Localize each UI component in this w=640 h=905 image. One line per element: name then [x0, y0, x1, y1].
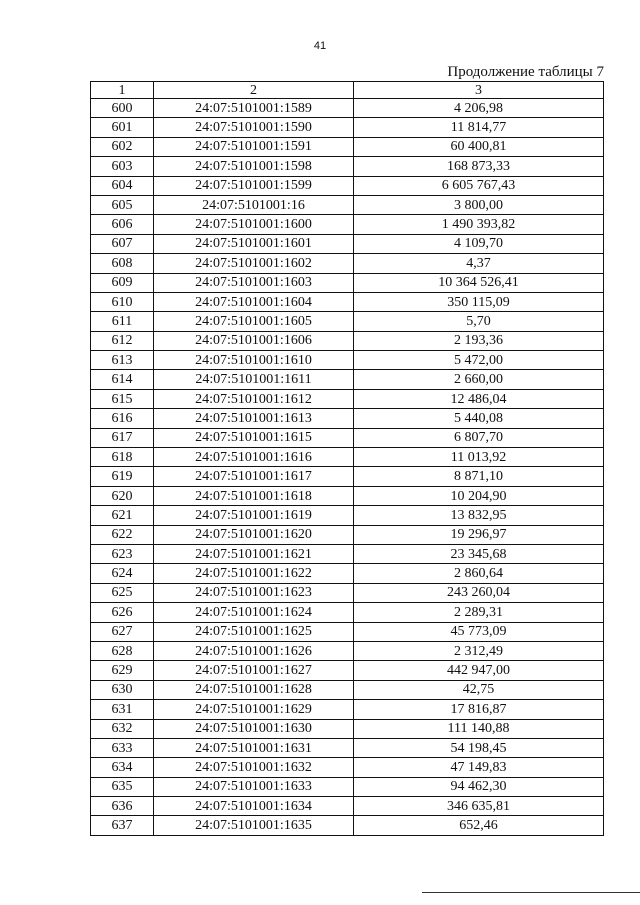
row-number-cell: 627: [91, 622, 154, 641]
row-number-cell: 617: [91, 428, 154, 447]
cadastral-number-cell: 24:07:5101001:1591: [154, 137, 354, 156]
table-row: [91, 137, 604, 156]
row-number-cell: 613: [91, 351, 154, 370]
row-number-cell: 626: [91, 603, 154, 622]
table-row: [91, 486, 604, 505]
value-cell: 6 807,70: [354, 428, 604, 447]
cadastral-number-cell: 24:07:5101001:1603: [154, 273, 354, 292]
row-number-cell: 629: [91, 661, 154, 680]
value-cell: 12 486,04: [354, 389, 604, 408]
value-cell: 652,46: [354, 816, 604, 835]
table-row: [91, 273, 604, 292]
cadastral-number-cell: 24:07:5101001:1632: [154, 758, 354, 777]
table-row: [91, 370, 604, 389]
cadastral-number-cell: 24:07:5101001:1604: [154, 292, 354, 311]
table-row: [91, 467, 604, 486]
cadastral-number-cell: 24:07:5101001:1599: [154, 176, 354, 195]
table-row: [91, 312, 604, 331]
row-number-cell: 612: [91, 331, 154, 350]
value-cell: 6 605 767,43: [354, 176, 604, 195]
data-table: [90, 81, 604, 836]
cadastral-number-cell: 24:07:5101001:1628: [154, 680, 354, 699]
row-number-cell: 618: [91, 448, 154, 467]
value-cell: 2 860,64: [354, 564, 604, 583]
table-row: [91, 622, 604, 641]
table-row: [91, 641, 604, 660]
cadastral-number-cell: 24:07:5101001:1633: [154, 777, 354, 796]
table-row: [91, 195, 604, 214]
value-cell: 10 204,90: [354, 486, 604, 505]
value-cell: 1 490 393,82: [354, 215, 604, 234]
cadastral-number-cell: 24:07:5101001:1612: [154, 389, 354, 408]
cadastral-number-cell: 24:07:5101001:1631: [154, 738, 354, 757]
value-cell: 5 440,08: [354, 409, 604, 428]
value-cell: 19 296,97: [354, 525, 604, 544]
value-cell: 5,70: [354, 312, 604, 331]
table-row: [91, 661, 604, 680]
footer-divider: [422, 892, 640, 893]
table-row: [91, 428, 604, 447]
value-cell: 54 198,45: [354, 738, 604, 757]
value-cell: 94 462,30: [354, 777, 604, 796]
row-number-cell: 625: [91, 583, 154, 602]
value-cell: 2 193,36: [354, 331, 604, 350]
table-row: [91, 157, 604, 176]
cadastral-number-cell: 24:07:5101001:1623: [154, 583, 354, 602]
row-number-cell: 603: [91, 157, 154, 176]
value-cell: 11 814,77: [354, 118, 604, 137]
row-number-cell: 637: [91, 816, 154, 835]
value-cell: 243 260,04: [354, 583, 604, 602]
value-cell: 4 206,98: [354, 99, 604, 118]
table-row: [91, 544, 604, 563]
row-number-cell: 624: [91, 564, 154, 583]
value-cell: 4 109,70: [354, 234, 604, 253]
value-cell: 2 312,49: [354, 641, 604, 660]
value-cell: 4,37: [354, 254, 604, 273]
value-cell: 17 816,87: [354, 700, 604, 719]
table-row: [91, 215, 604, 234]
cadastral-number-cell: 24:07:5101001:1621: [154, 544, 354, 563]
cadastral-number-cell: 24:07:5101001:1598: [154, 157, 354, 176]
cadastral-number-cell: 24:07:5101001:1602: [154, 254, 354, 273]
page-number: 41: [313, 40, 327, 52]
value-cell: 350 115,09: [354, 292, 604, 311]
table-row: [91, 777, 604, 796]
row-number-cell: 620: [91, 486, 154, 505]
cadastral-number-cell: 24:07:5101001:1606: [154, 331, 354, 350]
table-row: [91, 583, 604, 602]
row-number-cell: 611: [91, 312, 154, 331]
cadastral-number-cell: 24:07:5101001:1622: [154, 564, 354, 583]
value-cell: 346 635,81: [354, 797, 604, 816]
cadastral-number-cell: 24:07:5101001:1625: [154, 622, 354, 641]
row-number-cell: 634: [91, 758, 154, 777]
cadastral-number-cell: 24:07:5101001:1629: [154, 700, 354, 719]
table-row: [91, 234, 604, 253]
value-cell: 13 832,95: [354, 506, 604, 525]
value-cell: 11 013,92: [354, 448, 604, 467]
table-row: [91, 564, 604, 583]
table-row: [91, 254, 604, 273]
cadastral-number-cell: 24:07:5101001:1627: [154, 661, 354, 680]
table-row: [91, 797, 604, 816]
cadastral-number-cell: 24:07:5101001:1617: [154, 467, 354, 486]
cadastral-number-cell: 24:07:5101001:1613: [154, 409, 354, 428]
cadastral-number-cell: 24:07:5101001:16: [154, 195, 354, 214]
row-number-cell: 636: [91, 797, 154, 816]
row-number-cell: 610: [91, 292, 154, 311]
row-number-cell: 633: [91, 738, 154, 757]
cadastral-number-cell: 24:07:5101001:1611: [154, 370, 354, 389]
value-cell: 45 773,09: [354, 622, 604, 641]
row-number-cell: 607: [91, 234, 154, 253]
column-header-3: 3: [354, 82, 604, 99]
value-cell: 10 364 526,41: [354, 273, 604, 292]
cadastral-number-cell: 24:07:5101001:1626: [154, 641, 354, 660]
value-cell: 442 947,00: [354, 661, 604, 680]
row-number-cell: 616: [91, 409, 154, 428]
table-body: [91, 99, 604, 836]
table-row: [91, 448, 604, 467]
row-number-cell: 608: [91, 254, 154, 273]
cadastral-number-cell: 24:07:5101001:1618: [154, 486, 354, 505]
row-number-cell: 630: [91, 680, 154, 699]
cadastral-number-cell: 24:07:5101001:1630: [154, 719, 354, 738]
table-row: [91, 409, 604, 428]
table-row: [91, 700, 604, 719]
table-row: [91, 758, 604, 777]
cadastral-number-cell: 24:07:5101001:1601: [154, 234, 354, 253]
cadastral-number-cell: 24:07:5101001:1620: [154, 525, 354, 544]
cadastral-number-cell: 24:07:5101001:1634: [154, 797, 354, 816]
row-number-cell: 635: [91, 777, 154, 796]
row-number-cell: 609: [91, 273, 154, 292]
table-row: [91, 99, 604, 118]
row-number-cell: 622: [91, 525, 154, 544]
table-row: [91, 506, 604, 525]
value-cell: 5 472,00: [354, 351, 604, 370]
table-row: [91, 816, 604, 835]
table-row: [91, 331, 604, 350]
table-row: [91, 292, 604, 311]
value-cell: 47 149,83: [354, 758, 604, 777]
row-number-cell: 632: [91, 719, 154, 738]
value-cell: 42,75: [354, 680, 604, 699]
table-row: [91, 351, 604, 370]
cadastral-number-cell: 24:07:5101001:1610: [154, 351, 354, 370]
row-number-cell: 601: [91, 118, 154, 137]
row-number-cell: 606: [91, 215, 154, 234]
table-row: [91, 680, 604, 699]
table-row: [91, 525, 604, 544]
row-number-cell: 621: [91, 506, 154, 525]
row-number-cell: 619: [91, 467, 154, 486]
row-number-cell: 604: [91, 176, 154, 195]
cadastral-number-cell: 24:07:5101001:1635: [154, 816, 354, 835]
table-row: [91, 389, 604, 408]
value-cell: 3 800,00: [354, 195, 604, 214]
cadastral-number-cell: 24:07:5101001:1589: [154, 99, 354, 118]
table-header-row: [91, 82, 604, 99]
cadastral-number-cell: 24:07:5101001:1624: [154, 603, 354, 622]
value-cell: 2 660,00: [354, 370, 604, 389]
value-cell: 23 345,68: [354, 544, 604, 563]
row-number-cell: 631: [91, 700, 154, 719]
row-number-cell: 628: [91, 641, 154, 660]
cadastral-number-cell: 24:07:5101001:1615: [154, 428, 354, 447]
table-row: [91, 118, 604, 137]
value-cell: 2 289,31: [354, 603, 604, 622]
table-row: [91, 738, 604, 757]
value-cell: 168 873,33: [354, 157, 604, 176]
cadastral-number-cell: 24:07:5101001:1619: [154, 506, 354, 525]
value-cell: 8 871,10: [354, 467, 604, 486]
table-row: [91, 719, 604, 738]
column-header-2: 2: [154, 82, 354, 99]
column-header-1: 1: [91, 82, 154, 99]
cadastral-number-cell: 24:07:5101001:1600: [154, 215, 354, 234]
row-number-cell: 614: [91, 370, 154, 389]
row-number-cell: 615: [91, 389, 154, 408]
value-cell: 111 140,88: [354, 719, 604, 738]
row-number-cell: 602: [91, 137, 154, 156]
value-cell: 60 400,81: [354, 137, 604, 156]
cadastral-number-cell: 24:07:5101001:1616: [154, 448, 354, 467]
table-row: [91, 176, 604, 195]
table-row: [91, 603, 604, 622]
row-number-cell: 600: [91, 99, 154, 118]
cadastral-number-cell: 24:07:5101001:1605: [154, 312, 354, 331]
cadastral-number-cell: 24:07:5101001:1590: [154, 118, 354, 137]
table-continuation-caption: Продолжение таблицы 7: [447, 64, 604, 80]
row-number-cell: 605: [91, 195, 154, 214]
row-number-cell: 623: [91, 544, 154, 563]
